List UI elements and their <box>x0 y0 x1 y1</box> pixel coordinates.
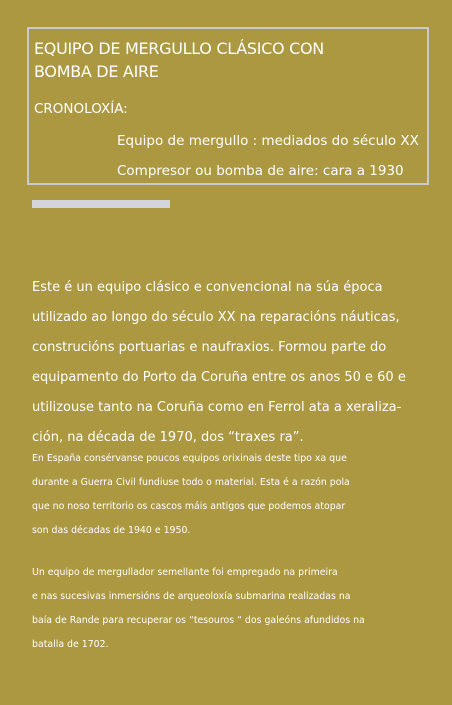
chronology-item: Compresor ou bomba de aire: cara a 1930 <box>117 163 404 179</box>
main-paragraph-line: ción, na década de 1970, dos “traxes ra”. <box>32 430 304 445</box>
archaeology-paragraph-line: batalla de 1702. <box>32 639 109 650</box>
page-title <box>34 37 424 83</box>
archaeology-paragraph-line: Un equipo de mergullador semellante foi empregado na primeira <box>32 567 338 578</box>
archaeology-paragraph <box>32 513 428 705</box>
history-paragraph-line: En España consérvanse poucos equipos orixinais deste tipo xa que <box>32 453 347 464</box>
main-paragraph-line: utilizouse tanto na Coruña como en Ferrol ata a xeraliza- <box>32 400 402 415</box>
history-paragraph-line: son das décadas de 1940 e 1950. <box>32 525 191 536</box>
title-line: BOMBA DE AIRE <box>34 62 159 81</box>
archaeology-paragraph-line: baía de Rande para recuperar os “tesouros “ dos galeóns afundidos na <box>32 615 365 626</box>
history-paragraph-line: durante a Guerra Civil fundiuse todo o material. Esta é a razón pola <box>32 477 350 488</box>
title-line: EQUIPO DE MERGULLO CLÁSICO CON <box>34 39 324 58</box>
main-paragraph-line: Este é un equipo clásico e convencional na súa época <box>32 280 383 295</box>
chronology-item: Equipo de mergullo : mediados do século XX <box>117 133 419 149</box>
main-paragraph-line: equipamento do Porto da Coruña entre os anos 50 e 60 e <box>32 370 406 385</box>
main-paragraph-line: utilizado ao longo do século XX na reparacións náuticas, <box>32 310 400 325</box>
divider-bar <box>32 200 170 208</box>
main-paragraph-line: construcións portuarias e naufraxios. Formou parte do <box>32 340 387 355</box>
archaeology-paragraph-line: e nas sucesivas inmersións de arqueoloxía submarina realizadas na <box>32 591 351 602</box>
history-paragraph-line: que no noso territorio os cascos máis antigos que podemos atopar <box>32 501 346 512</box>
chronology-heading: CRONOLOXÍA: <box>34 101 128 117</box>
title-box <box>27 27 429 185</box>
